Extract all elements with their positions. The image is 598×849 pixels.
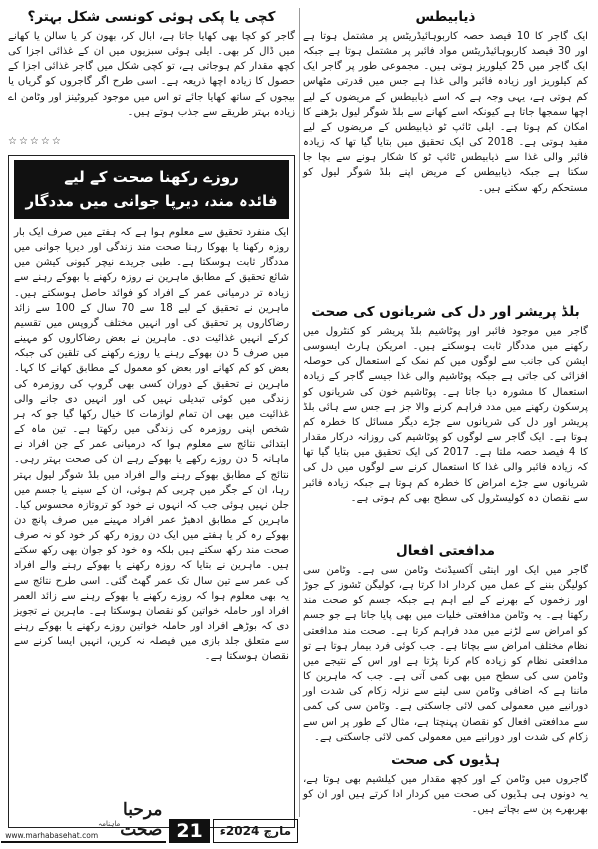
issue-date: مارچ 2024ء [213, 819, 298, 843]
section-title-blood-pressure: بلڈ پریشر اور دل کی شریانوں کی صحت [311, 304, 580, 320]
page-number: 21 [169, 819, 209, 843]
section-body-raw-or-cooked: گاجر کو کچا بھی کھایا جاتا ہے، ابال کر، بھون کر یا سالن یا کھانے میں ڈال کر بھی۔ ایلی ہوئی سبزیوں میں ان کے غذائی اجزا کی کچھ مقدار کم ہوجاتی ہے، تو کچی شکل میں گاجر غذائی اجزا کے حصول کا زیادہ اچھا ذریعہ ہے۔ اسی طرح اگر گاجروں کو گریاں یا بیجوں کے ساتھ کھایا جائے تو اس میں موجود کیروٹینز اور وٹامن اے زیادہ بہتر طریقے سے جذب ہوتے ہیں۔ [8, 31, 295, 118]
section-body-diabetes: ایک گاجر کا 10 فیصد حصہ کاربوہائیڈریٹس پر مشتمل ہوتا ہے اور 30 فیصد کاربوہائیڈریٹس مواد فائبر پر مشتمل ہوتا ہے جبکہ ایک گاجر میں 25 کیلوریز ہوتی ہیں۔ مجموعی طور پر گاجر ایک کم کیلوریز اور زیادہ فائبر والی غذا ہے جس میں قدرتی مٹھاس کم ہوتی ہے، یہی وجہ ہے کہ اسے ذیابیطس کے مریضوں کے لیے اچھا سمجھا جاتا ہے کیونکہ اسے کھانے سے بلڈ شوگر لیول بڑھنے کا امکان کم ہوتا ہے۔ ایلی ٹائپ ٹو ذیابیطس کے مریضوں کے لیے مفید ہوتی ہے۔ 2018 کی ایک تحقیق میں بتایا گیا تھا کہ زیادہ فائبر والی غذا سے ذیابیطس ٹائپ ٹو کا شکار ہونے سے بچا جا سکتا ہے جبکہ ذیابیطس کے مریض اپنے بلڈ شوگر لیول کو مستحکم رکھ سکتے ہیں۔ [303, 31, 588, 194]
magazine-url: www.marhabasehat.com [5, 831, 99, 840]
feature-banner-title-line2: فائدہ مند، دیرپا جوانی میں مددگار [25, 192, 278, 210]
magazine-name: مرحبا صحت [120, 800, 163, 840]
feature-box-fasting [8, 155, 295, 828]
page-footer [5, 800, 298, 843]
magazine-logo [1, 800, 166, 843]
column-divider [299, 8, 300, 817]
right-column [303, 6, 588, 816]
section-body-blood-pressure: گاجر میں موجود فائبر اور پوٹاشیم بلڈ پریشر کو کنٹرول میں رکھنے میں مددگار ثابت ہوسکتے ہیں۔ امریکن ہارٹ ایسوسی ایشن کی جانب سے لوگوں میں کم نمک کے استعمال کی حوصلہ افزائی کی جاتی ہے جبکہ پوٹاشیم والی غذا جیسے گاجر کے زیادہ استعمال کا مشورہ دیا جاتا ہے۔ پوٹاشیم خون کی شریانوں کو پرسکون رکھنے میں مدد فراہم کرنے والا جز ہے جس سے ہائی بلڈ پریشر اور دل کی شریانوں سے جڑے دیگر مسائل کا خطرہ کم ہوتا ہے۔ ایک گاجر سے لوگوں کو پوٹاشیم کی روزانہ درکار مقدار کا 4 فیصد حصہ ملتا ہے۔ 2017 کی ایک تحقیق میں بتایا گیا تھا کہ زیادہ فائبر والی غذا کا استعمال کرنے سے لوگوں میں دل کی شریانوں سے جڑے امراض کا خطرہ کم ہوتا ہے جبکہ زیادہ فائبر سے نقصان دہ کولیسٹرول کی سطح بھی کم ہوتی ہے۔ [303, 326, 588, 504]
feature-banner [14, 160, 289, 219]
section-title-diabetes: ذیابیطس [415, 9, 476, 25]
section-body-immunity: گاجر میں ایک اور اینٹی آکسیڈنٹ وٹامن سی ہے۔ وٹامن سی کولیگن بننے کے عمل میں کردار ادا کرتا ہے، کولیگن ٹشوز کے جوڑ اور زخموں کے بھرنے کے لیے اہم ہے جبکہ جسم کو صحت مند رکھتا ہے۔ یہ وٹامن مدافعتی خلیات میں بھی پایا جاتا ہے جو جسم کو امراض سے لڑنے میں مدد فراہم کرتا ہے۔ صحت مند مدافعتی نظام مختلف امراض سے بچاتا ہے۔ جب کوئی فرد بیمار ہوتا ہے تو مدافعتی نظام کو زیادہ کام کرنا پڑتا ہے اور اس کے نتیجے میں وٹامن سی کی سطح میں بھی کمی آتی ہے۔ جب کہ ماہرین کا ماننا ہے کہ اضافی وٹامن سی لینے سے نزلہ زکام کی شدت اور دورانیے میں معمولی کمی لائی جاسکتی ہے۔ وٹامن سی کی کمی سے مدافعتی افعال کو نقصان پہنچتا ہے، مثال کے طور پر اس سے زکام کی شدت اور دورانیے میں معمولی کمی لائی جاسکتی ہے۔ [303, 565, 588, 743]
magazine-prefix: ماہنامہ [98, 820, 121, 828]
left-column [8, 6, 295, 828]
stars-separator: ☆☆☆☆☆ [8, 136, 63, 147]
section-title-bone-health: ہڈیوں کی صحت [391, 752, 500, 768]
section-body-bone-health: گاجروں میں وٹامن کے اور کچھ مقدار میں کیلشیم بھی ہوتا ہے، یہ دونوں ہی ہڈیوں کی صحت میں کردار ادا کرتے ہیں اور ان کو بھربھرے پن سے بچاتے ہیں۔ [303, 774, 588, 816]
section-title-raw-or-cooked: کچی یا پکی ہوئی کونسی شکل بہتر؟ [27, 9, 276, 25]
feature-banner-title-line1: روزے رکھنا صحت کے لیے [64, 168, 239, 186]
section-title-immunity: مدافعتی افعال [396, 543, 495, 559]
feature-body: ایک منفرد تحقیق سے معلوم ہوا ہے کہ ہفتے میں صرف ایک بار روزہ رکھنا یا بھوکا رہنا صحت مند زندگی اور دیرپا جوانی میں مددگار ثابت ہوسکتا ہے۔ طبی جریدے نیچر کیونی کیشن میں شائع تحقیق کے مطابق ماہرین نے روزہ رکھنے یا بھوکے رہنے سے زیادہ تر درمیانی عمر کے افراد کو فوائد حاصل ہوسکتے ہیں۔ ماہرین نے تحقیق کے لیے 18 سے 70 سال کے 100 سے زائد رضاکاروں پر تحقیق کی اور انہیں مختلف گروپس میں تقسیم کرکے انہیں غذائیت دی۔ ماہرین نے بعض رضاکاروں کو مہینے میں صرف 5 دن بھوکے رہنے یا روزے رکھنے کی تلقین کی جبکہ بعض کو کم کھانے اور بعض کو معمول کے مطابق کھانے کا کہا۔ ماہرین نے تحقیق کے دوران کسی بھی گروپ کی روزمرہ کی زندگی میں کوئی تبدیلی نہیں کی اور انہیں دی جانے والی غذائیت میں بھی ان تمام لوازمات کا خیال رکھا گیا جو کہ ہر شخص اپنی روزمرہ کی زندگی میں رکھتا ہے۔ تین ماہ کے ابتدائی نتائج سے معلوم ہوا کہ درمیانی عمر کے جن افراد نے ماہانہ 5 دن روزے رکھے یا بھوکے رہے ان کی صحت بہتر رہی۔ نتائج کے مطابق بھوکے رہنے والے افراد میں بلڈ شوگر لیول بہتر رہا، ان کے جگر میں چربی کم ہوئی، ان کے سینے یا جسم میں جلن نہیں ہوئی جب کہ انہوں نے خود کو تروتازہ محسوس کیا۔ ماہرین کے مطابق ادھیڑ عمر افراد مہینے میں صرف پانچ دن بھوکے رہ کر یا ہفتے میں ایک دن روزہ رکھ کر خود کو نہ صرف صحت مند رکھ سکتے ہیں بلکہ وہ خود کو جوان بھی رکھ سکتے ہیں۔ ماہرین نے بتایا کہ روزہ رکھنے یا بھوکے رہنے والے افراد کی عمر سے تین سال تک عمر گھٹ گئی۔ اسی طرح نتائج سے یہ بھی معلوم ہوا کہ روزے رکھنے یا بھوکے رہنے سے زائد العمر افراد اور حاملہ خواتین کو نقصان ہوسکتا ہے۔ ماہرین نے تجویز دی کہ بوڑھے افراد اور حاملہ خواتین روزے رکھنے یا بھوکے رہنے سے متعلق جلد بازی میں فیصلہ نہ کریں، انہیں ایسا کرنے سے نقصان ہوسکتا ہے۔ [14, 227, 290, 663]
